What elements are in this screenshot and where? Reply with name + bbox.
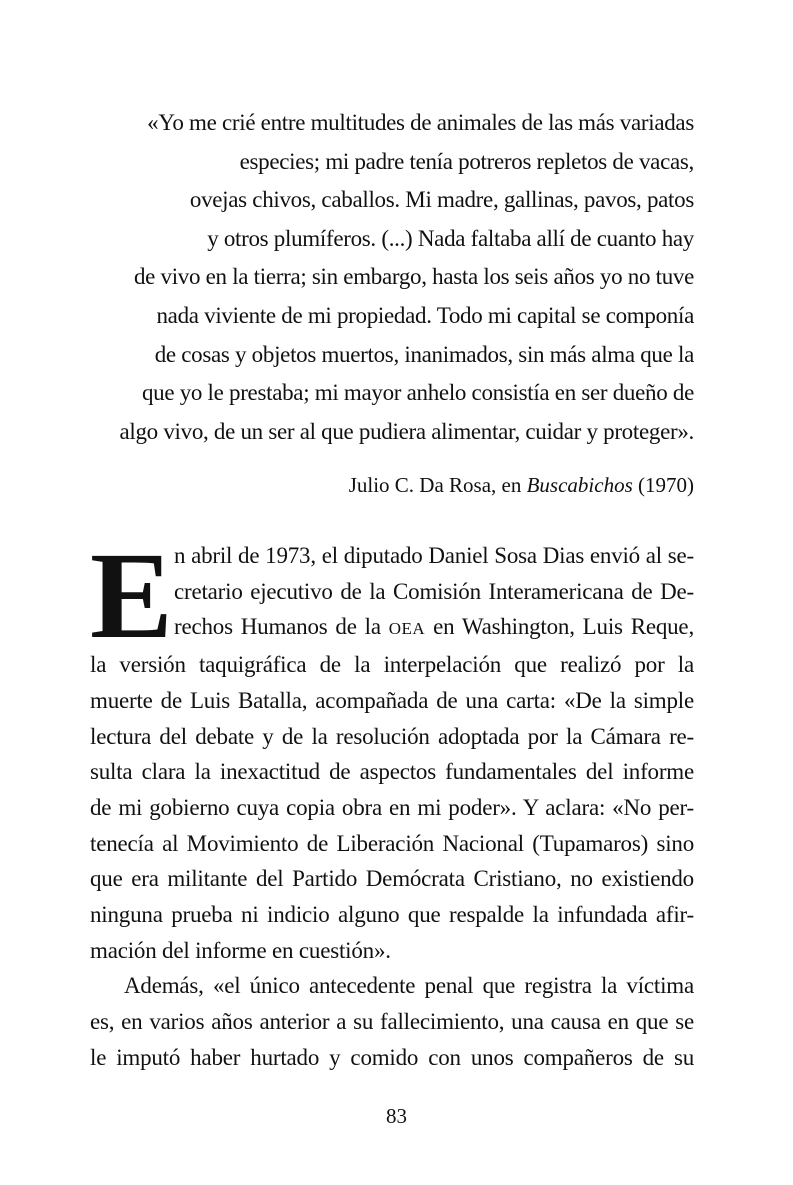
body-line xyxy=(90,609,694,647)
epigraph-attribution xyxy=(300,470,694,500)
epigraph-line: de vivo en la tierra; sin embargo, hasta los seis años yo no tuve xyxy=(133,264,694,290)
body-text-run: en Washington, Luis Reque, xyxy=(425,614,694,640)
page-number: 83 xyxy=(386,1104,407,1128)
body-line: que era militante del Partido Demócrata Cristiano, no existiendo xyxy=(90,866,694,892)
attribution-work-title: Buscabichos xyxy=(526,473,633,497)
epigraph-line: que yo le prestaba; mi mayor anhelo consistía en ser dueño de xyxy=(141,380,694,406)
body-line: lectura del debate y de la resolución adoptada por la Cámara re- xyxy=(90,723,694,749)
body-text-run: rechos Humanos de la xyxy=(174,614,389,640)
body-line: de mi gobierno cuya copia obra en mi poder». Y aclara: «No per- xyxy=(90,794,694,820)
paragraph-1 xyxy=(90,527,694,968)
body-line: es, en varios años anterior a su fallecimiento, una causa en que se xyxy=(90,1009,694,1035)
body-line: Además, «el único antecedente penal que registra la víctima xyxy=(124,973,694,999)
body-line: sulta clara la inexactitud de aspectos fundamentales del informe xyxy=(90,759,694,785)
body-line: ninguna prueba ni indicio alguno que respalde la infundada afir- xyxy=(90,902,694,928)
body-line: muerte de Luis Batalla, acompañada de una carta: «De la simple xyxy=(90,687,694,713)
epigraph-line: «Yo me crié entre multitudes de animales de las más variadas xyxy=(147,110,694,135)
acronym-oea: OEA xyxy=(388,619,426,639)
body-text xyxy=(90,527,694,1076)
epigraph-line: nada viviente de mi propiedad. Todo mi capital se componía xyxy=(156,302,694,328)
epigraph-line: especies; mi padre tenía potreros repletos de vacas, xyxy=(239,148,694,174)
body-line: tenecía al Movimiento de Liberación Nacional (Tupamaros) sino xyxy=(90,830,694,856)
attribution-year: (1970) xyxy=(632,473,694,497)
epigraph-line: de cosas y objetos muertos, inanimados, sin más alma que la xyxy=(154,341,694,367)
attribution-author: Julio C. Da Rosa, en xyxy=(348,473,527,497)
epigraph xyxy=(100,104,694,451)
paragraph-2 xyxy=(90,968,694,1075)
drop-cap: E xyxy=(90,527,173,664)
epigraph-line: y otros plumíferos. (...) Nada faltaba allí de cuanto hay xyxy=(207,225,694,251)
body-line: la versión taquigráfica de la interpelación que realizó por la xyxy=(90,652,694,678)
body-line: cretario ejecutivo de la Comisión Interamericana de De- xyxy=(174,578,694,604)
body-line: n abril de 1973, el diputado Daniel Sosa Dias envió al se- xyxy=(174,543,694,568)
epigraph-line: ovejas chivos, caballos. Mi madre, gallinas, pavos, patos xyxy=(189,187,694,213)
body-line: le imputó haber hurtado y comido con unos compañeros de su xyxy=(90,1044,694,1070)
epigraph-line: algo vivo, de un ser al que pudiera alimentar, cuidar y proteger». xyxy=(119,418,694,444)
body-line: mación del informe en cuestión». xyxy=(90,937,391,963)
